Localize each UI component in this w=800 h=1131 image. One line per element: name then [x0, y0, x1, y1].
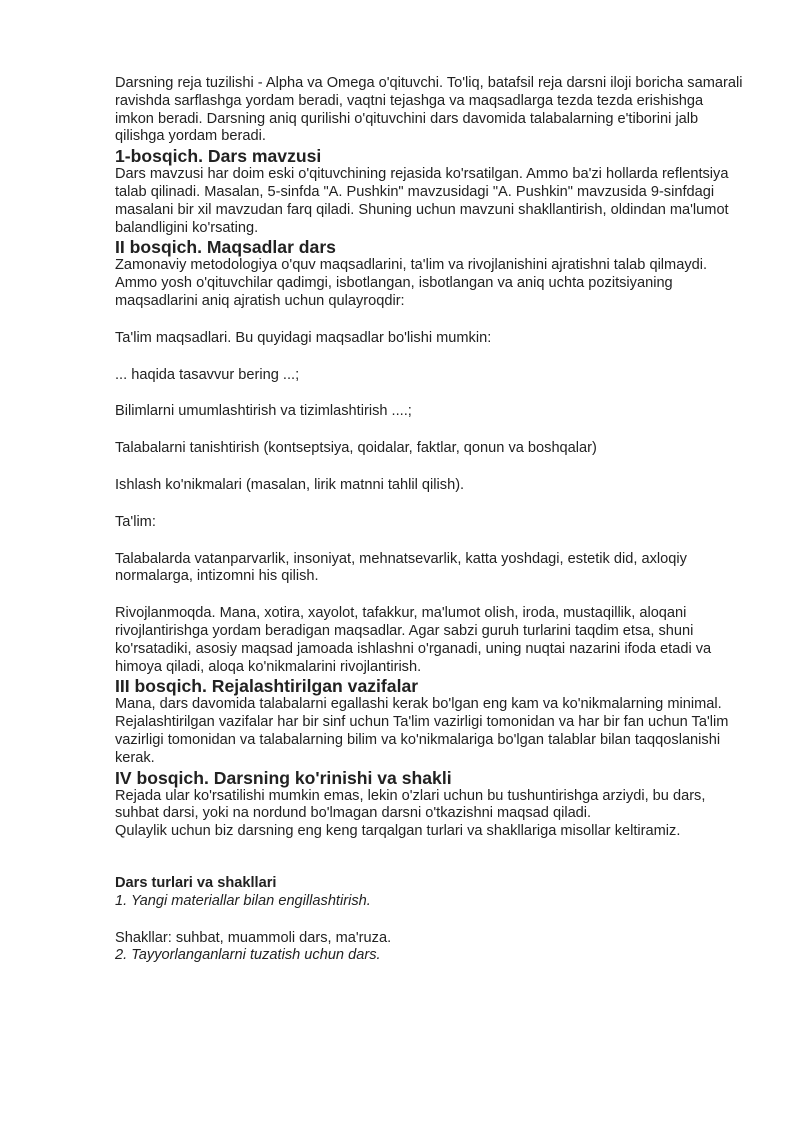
lesson-types-title: Dars turlari va shakllari [115, 874, 277, 891]
intro-paragraph: Darsning reja tuzilishi - Alpha va Omega o'qituvchi. To'liq, batafsil reja darsni iloji boricha samarali ravishda sarflashga yordam beradi, vaqtni tejashga va maqsadlarga tezda tezda erishishga imkon beradi. Darsning aniq qurilishi o'qituvchini dars davomida talabalarning e'tiborini jalb qilishga yordam beradi. [115, 75, 743, 145]
section-3-paragraph: Mana, dars davomida talabalarni egallashi kerak bo'lgan eng kam va ko'nikmalarning minimal. Rejalashtirilgan vazifalar har bir sinf uchun Ta'lim vazirligi tomonidan va har bir fan uchun Ta'lim vazirligi tomonidan va talabalarning bilim va ko'nikmalariga bo'lgan talablar bilan taqqoslanishi kerak. [115, 696, 729, 766]
examples-intro-paragraph: Qulaylik uchun biz darsning eng keng tarqalgan turlari va shakllariga misollar keltiramiz. [115, 823, 681, 840]
goals-paragraph: Ta'lim maqsadlari. Bu quyidagi maqsadlar bo'lishi mumkin: [115, 329, 492, 346]
section-heading-2: II bosqich. Maqsadlar dars [115, 237, 336, 258]
education-label: Ta'lim: [115, 513, 156, 530]
section-2-paragraph: Zamonaviy metodologiya o'quv maqsadlarini, ta'lim va rivojlanishini ajratishni talab qilmaydi. Ammo yosh o'qituvchilar qadimgi, isbotlangan, isbotlangan va aniq uchta pozitsiyaning maqsadlarini aniq ajratish uchun qulayroqdir: [115, 257, 708, 309]
lesson-forms-1: Shakllar: suhbat, muammoli dars, ma'ruza. [115, 929, 392, 946]
section-4-paragraph: Rejada ular ko'rsatilishi mumkin emas, lekin o'zlari uchun bu tushuntirishga arziydi, bu dars, suhbat darsi, yoki na nordund bo'lmagan darsni o'tkazishni maqsad qiladi. [115, 787, 706, 822]
section-1-paragraph: Dars mavzusi har doim eski o'qituvchining rejasida ko'rsatilgan. Ammo ba'zi hollarda reflentsiya talab qilinadi. Masalan, 5-sinfda "A. Pushkin" mavzusidagi "A. Pushkin" mavzusida 9-sinfdagi masalani bir xil mavzudan farq qiladi. Shuning uchun mavzuni shakllantirish, oldindan ma'lumot balandligini ko'rsating. [115, 166, 729, 236]
development-paragraph: Rivojlanmoqda. Mana, xotira, xayolot, tafakkur, ma'lumot olish, iroda, mustaqillik, aloqani rivojlantirishga yordam beradigan maqsadlar. Agar sabzi guruh turlarini taqdim etsa, shuni ko'rsatadiki, asosiy maqsad jamoada ishlashni o'rganadi, uning nuqtai nazarini ifoda etadi va himoya qiladi, aloqa ko'nikmalarini rivojlantirish. [115, 605, 712, 675]
goals-item-2: Bilimlarni umumlashtirish va tizimlashtirish ....; [115, 403, 412, 420]
goals-item-3: Talabalarni tanishtirish (kontseptsiya, qoidalar, faktlar, qonun va boshqalar) [115, 440, 597, 457]
section-heading-1: 1-bosqich. Dars mavzusi [115, 146, 322, 167]
goals-item-4: Ishlash ko'nikmalari (masalan, lirik matnni tahlil qilish). [115, 476, 465, 493]
education-paragraph: Talabalarda vatanparvarlik, insoniyat, mehnatsevarlik, katta yoshdagi, estetik did, axloqiy normalarga, intizomni his qilish. [115, 550, 687, 585]
document-page [115, 75, 745, 965]
lesson-type-2: 2. Tayyorlanganlarni tuzatish uchun dars. [115, 947, 381, 964]
lesson-type-1: 1. Yangi materiallar bilan engillashtirish. [115, 892, 371, 909]
section-heading-4: IV bosqich. Darsning ko'rinishi va shakli [115, 767, 452, 788]
goals-item-1: ... haqida tasavvur bering ...; [115, 366, 300, 383]
section-heading-3: III bosqich. Rejalashtirilgan vazifalar [115, 676, 419, 697]
